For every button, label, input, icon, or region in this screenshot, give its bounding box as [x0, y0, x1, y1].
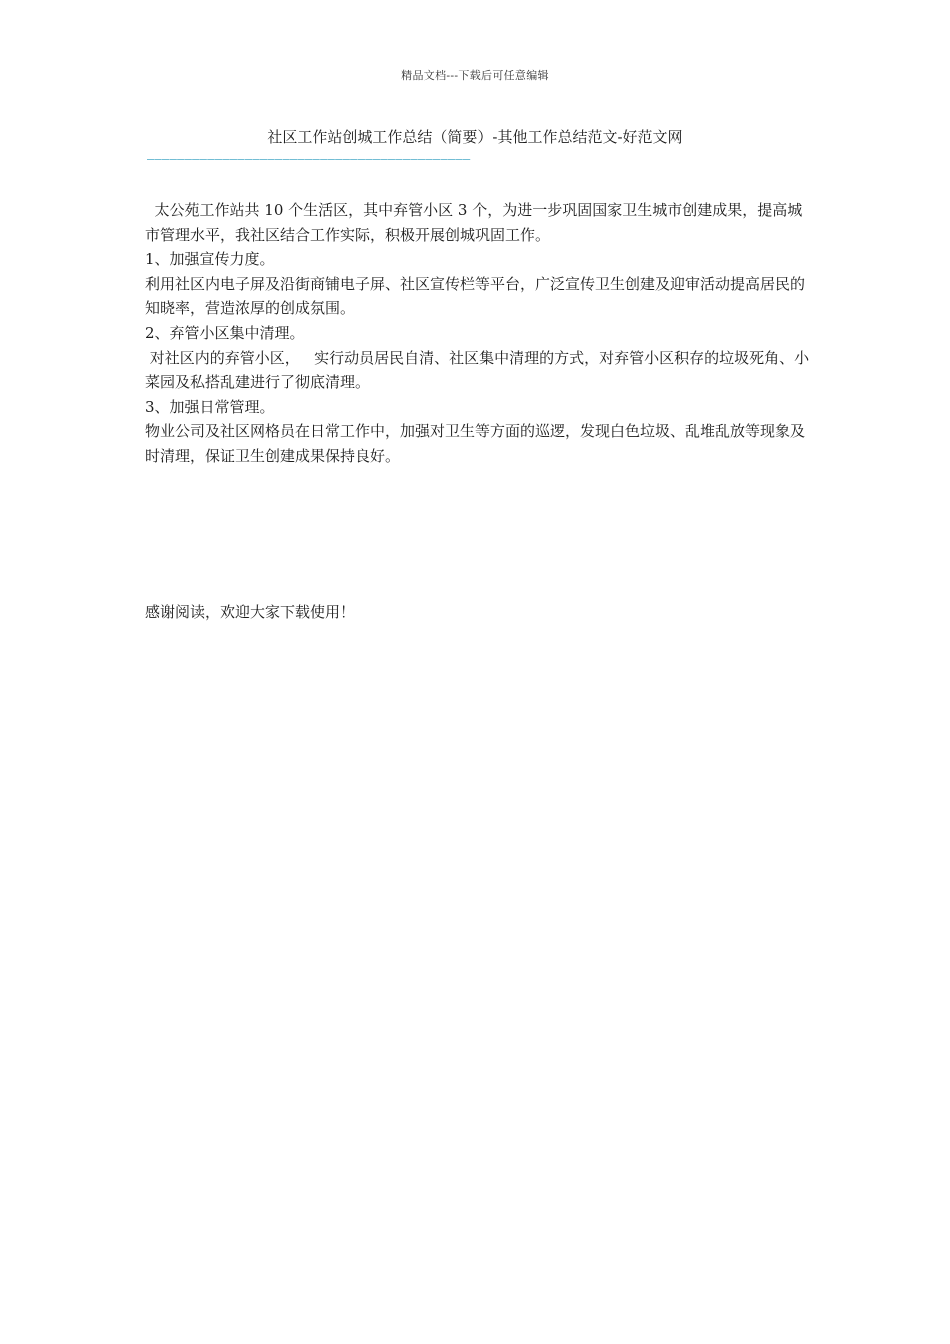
- intro-paragraph: 太公苑工作站共 10 个生活区，其中弃管小区 3 个，为进一步巩固国家卫生城市创建成果，提高城市管理水平，我社区结合工作实际，积极开展创城巩固工作。: [145, 201, 803, 244]
- section-paragraph-3: 物业公司及社区网格员在日常工作中，加强对卫生等方面的巡逻，发现白色垃圾、乱堆乱放等现象及时清理，保证卫生创建成果保持良好。: [145, 422, 806, 465]
- section-heading-2: 2、弃管小区集中清理。: [145, 323, 305, 342]
- document-title: 社区工作站创城工作总结（简要）-其他工作总结范文-好范文网: [267, 128, 683, 146]
- header-note: 精品文档---下载后可任意编辑: [401, 69, 549, 82]
- title-divider: ———————————————————————————————————————————: [147, 152, 471, 166]
- section-paragraph-1: 利用社区内电子屏及沿街商铺电子屏、社区宣传栏等平台，广泛宣传卫生创建及迎审活动提高居民的知晓率，营造浓厚的创成氛围。: [145, 274, 806, 318]
- document-body: [145, 198, 817, 469]
- section-paragraph-2: 对社区内的弃管小区， 实行动员居民自清、社区集中清理的方式，对弃管小区积存的垃圾死角、小菜园及私搭乱建进行了彻底清理。: [145, 348, 810, 392]
- section-heading-3: 3、加强日常管理。: [145, 397, 275, 416]
- section-heading-1: 1、加强宣传力度。: [145, 250, 275, 269]
- closing-note: 感谢阅读，欢迎大家下载使用！: [145, 603, 356, 621]
